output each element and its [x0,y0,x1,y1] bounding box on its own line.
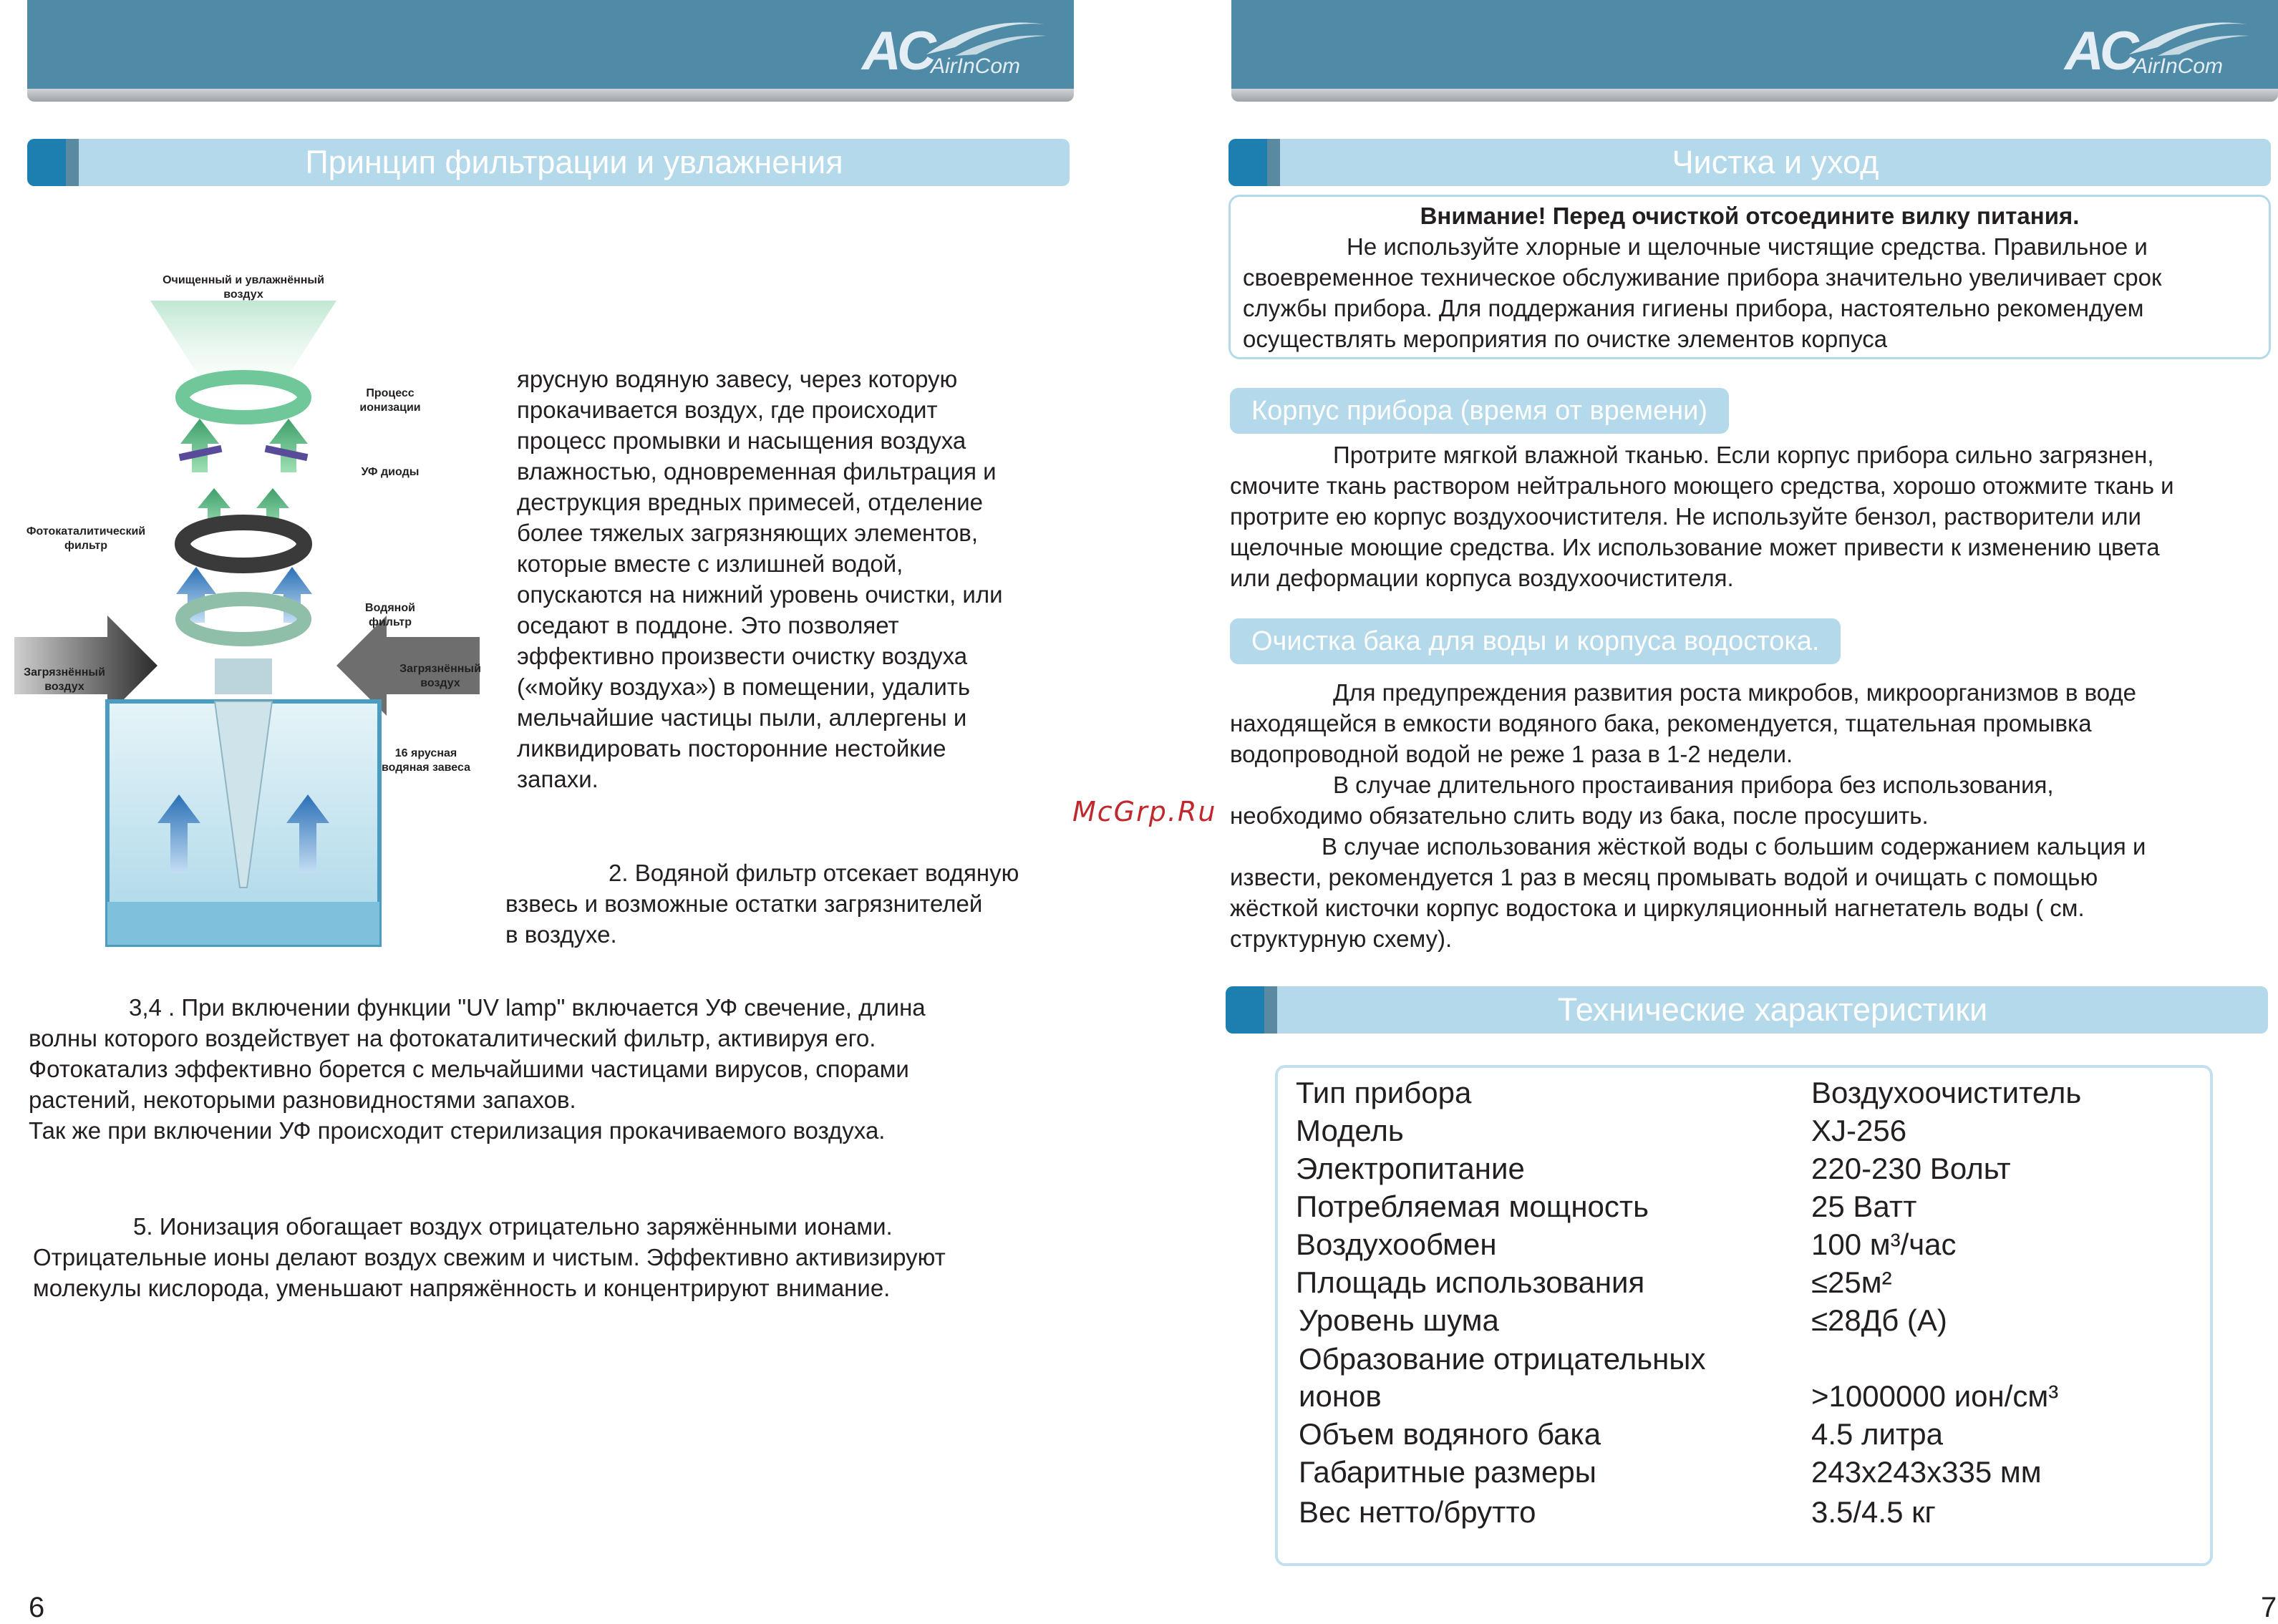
spec-label: Уровень шума [1299,1303,1499,1337]
spec-label: Тип прибора [1296,1076,1472,1109]
body-cleaning-text: Протрите мягкой влажной тканью. Если корпус прибора сильно загрязнен, смочите ткань раствором нейтрального моющего средства, хорошо отожмите ткань и протрите ею корпус воздухоочистителя. Не используйте бензол, растворители или щелочные моющие средства. Их использование может привести к изменению цвета или деформации корпуса воздухоочистителя. [1230,442,2174,591]
tank-cleaning-text: Для предупреждения развития роста микробов, микроорганизмов в воде находящейся в емкости водяного бака, рекомендуется, тщательная промывка водопроводной водой не реже 1 раза в 1-2 недели. В случае длительного простаивания прибора без использования, необходимо обязательно слить воду из бака, после просушить. В случае использования жёсткой воды с большим содержанием кальция и извести, рекомендуется 1 раз в месяц промывать водой и очищать с помощью жёсткой кисточки корпус водостока и циркуляционный нагнетатель воды ( см. структурную схему). [1230,679,2146,952]
spec-label: Потребляемая мощность [1296,1190,1649,1223]
spec-label: Объем водяного бака [1299,1417,1601,1451]
spec-value: ≤25м² [1811,1265,1892,1299]
right-logo [2065,14,2251,82]
spec-value: 4.5 литра [1811,1417,1943,1451]
spec-label: Модель [1296,1114,1404,1147]
spec-value: 25 Ватт [1811,1190,1917,1223]
label-dirty-air-left: Загрязнённый воздух [24,666,105,693]
label-water-curtain: 16 ярусная водяная завеса [382,747,470,774]
section-title-cleaning: Чистка и уход [1228,139,2271,186]
spec-label: Электропитание [1296,1152,1525,1185]
spec-label: Площадь использования [1296,1265,1645,1299]
label-clean-air: Очищенный и увлажнённый воздух [163,274,324,301]
para-uv-lamp: 3,4 . При включении функции "UV lamp" включается УФ свечение, длина волны которого воздействует на фотокаталитический фильтр, активируя его. Фотокатализ эффективно борется с мельчайшими частицами вирусов, спорами растений, некоторыми разновидностями запахов. Так же при включении УФ происходит стерилизация прокачиваемого воздуха. [29,994,926,1144]
para-water-curtain: ярусную водяную завесу, через которую прокачивается воздух, где происходит процесс промывки и насыщения воздуха влажностью, одновременная фильтрация и деструкция вредных примесей, отделение более тяжелых загрязняющих элементов, которые вместе с излишней водой, опускаются на нижний уровень очистки, или оседают в поддоне. Это позволяет эффективно произвести очистку воздуха («мойку воздуха») в помещении, удалить мельчайшие частицы пыли, аллергены и ликвидировать посторонние нестойкие запахи. [517,366,1003,792]
logo-mark: AC [862,21,932,82]
air-arrow-icon [269,419,308,472]
clean-air-mist [150,301,336,401]
label-uv-diodes: УФ диоды [361,466,420,478]
watermark: McGrp.Ru [1072,796,1217,827]
spec-label: Образование отрицательных [1299,1342,1706,1376]
spec-value: 220-230 Вольт [1811,1152,2011,1185]
air-arrow-icon [180,419,219,472]
subsection-body-cleaning: Корпус прибора (время от времени) [1230,388,1729,434]
para-water-filter: 2. Водяной фильтр отсекает водяную взвесь и возможные остатки загрязнителей в воздухе. [505,860,1019,948]
spec-value: 100 м³/час [1811,1227,1957,1261]
section-title-filtration: Принцип фильтрации и увлажнения [27,139,1070,186]
left-logo [862,14,1048,82]
page-number-right: 7 [2261,1592,2277,1623]
photocatalytic-ring [183,522,304,565]
page-number-left: 6 [29,1592,45,1623]
spec-value: XJ-256 [1811,1114,1907,1147]
right-header-shadow [1231,89,2278,102]
label-water-filter: Водяной фильтр [365,602,415,628]
section-title-specs: Технические характеристики [1226,986,2268,1034]
label-ionization: Процесс ионизации [359,387,421,414]
spec-value: 243х243х335 мм [1811,1455,2042,1489]
label-dirty-air-right: Загрязнённый воздух [399,663,481,689]
spec-value: >1000000 ион/см³ [1811,1379,2059,1413]
spec-label: ионов [1299,1379,1382,1413]
logo-mark: AC [2065,21,2135,82]
label-photocatalytic-filter: Фотокаталитический фильтр [26,525,146,552]
warning-text: Не используйте хлорные и щелочные чистящие средства. Правильное и своевременное техническое обслуживание прибора значительно увеличивает срок службы прибора. Для поддержания гигиены прибора, настоятельно рекомендуем осуществлять мероприятия по очистке элементов корпуса [1243,233,2162,352]
spec-label: Вес нетто/брутто [1299,1495,1536,1529]
spec-label: Воздухообмен [1296,1227,1497,1261]
left-header-shadow [27,89,1074,102]
spec-value: 3.5/4.5 кг [1811,1495,1936,1529]
spec-label: Габаритные размеры [1299,1455,1596,1489]
spec-value: Воздухоочиститель [1811,1076,2082,1109]
logo-name: AirInCom [2133,54,2224,78]
subsection-tank-cleaning: Очистка бака для воды и корпуса водостока. [1230,618,1841,664]
para-ionization: 5. Ионизация обогащает воздух отрицательно заряжёнными ионами. Отрицательные ионы делают воздух свежим и чистым. Эффективно активизируют молекулы кислорода, уменьшают напряжённость и концентрируют внимание. [33,1213,946,1301]
spec-value: ≤28Дб (А) [1811,1303,1947,1337]
logo-name: AirInCom [931,54,1021,78]
warning-title: Внимание! Перед очисткой отсоедините вилку питания. [1420,203,2080,229]
